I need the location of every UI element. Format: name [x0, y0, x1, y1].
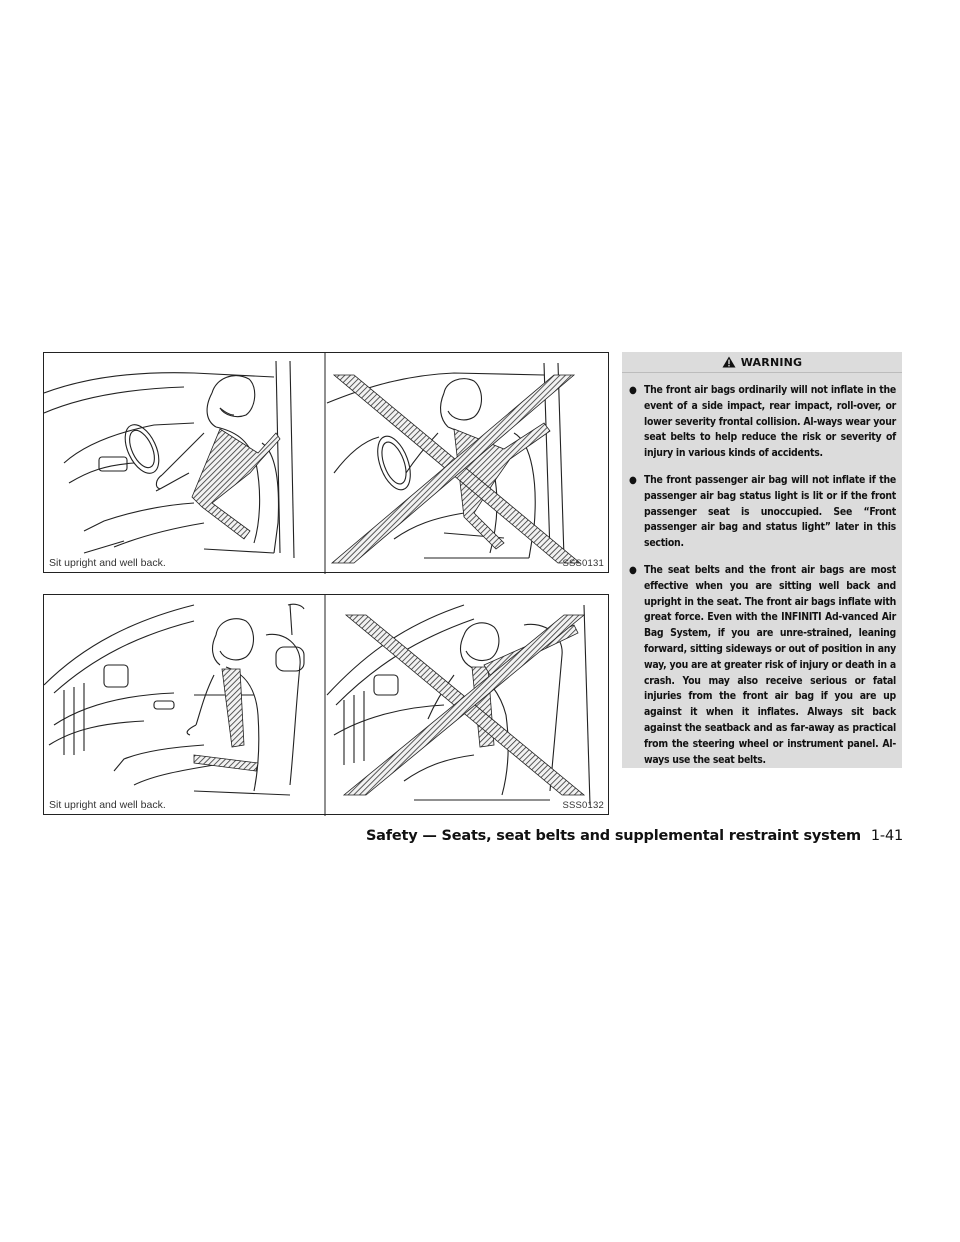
bullet-icon: ●: [629, 564, 637, 576]
figure-code: SSS0131: [562, 558, 604, 569]
warning-item-text: The front passenger air bag will not inflate if the passenger air bag status light is lit or if the front passenger seat is unoccupied. See “Front passenger air bag and status light” later in this section.: [644, 473, 896, 550]
figure-caption: Sit upright and well back.: [49, 557, 166, 569]
warning-item: [629, 563, 896, 768]
warning-item-text: The front air bags ordinarily will not inflate in the event of a side impact, rear impact, roll-over, or lower severity frontal collision. Al-ways wear your seat belts to help reduce the risk or severity of injury in various kinds of accidents.: [644, 384, 896, 460]
incorrect-x-mark-1: [332, 375, 580, 563]
bullet-icon: ●: [629, 474, 637, 486]
figure-caption: Sit upright and well back.: [49, 799, 166, 811]
driver-seating-illustration: [44, 353, 610, 574]
warning-item: [629, 383, 896, 462]
warning-item: [629, 473, 896, 552]
warning-list: [622, 373, 902, 768]
warning-title: WARNING: [740, 355, 803, 369]
bullet-icon: ●: [629, 385, 637, 396]
warning-item-text: The seat belts and the front air bags are most effective when you are sitting well back and upright in the seat. The front air bags inflate with great force. Even with the INFINITI Ad-vanced Air Bag System, if you are unre-strained, leaning forward, sitting sideways or out of position in any way, you are at greater risk of injury or death in a crash. You may also receive serious or fatal injuries from the front air bag if you are up against it when it inflates. Always sit back against the seatback and as far-away as practical from the steering wheel or instrument panel. Al-ways use the seat belts.: [644, 563, 896, 766]
passenger-seating-illustration: [44, 595, 610, 816]
warning-triangle-icon: [722, 356, 736, 368]
page-footer: [0, 828, 903, 844]
figure-passenger-position: [43, 594, 609, 815]
warning-box: [622, 352, 902, 768]
section-title: Safety — Seats, seat belts and supplemental restraint system: [365, 828, 861, 844]
warning-header: [622, 352, 902, 373]
page-number: 1-41: [870, 828, 903, 844]
figure-driver-position: [43, 352, 609, 573]
figure-code: SSS0132: [562, 800, 604, 811]
incorrect-x-mark-2: [344, 615, 584, 795]
